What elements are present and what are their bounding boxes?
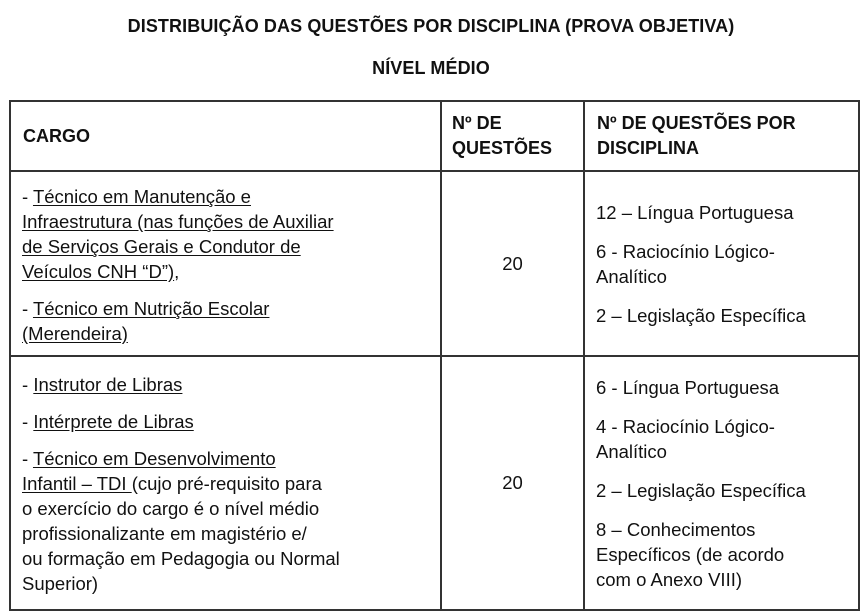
questoes-count: 20 bbox=[441, 171, 584, 356]
table-row bbox=[10, 171, 859, 356]
disciplinas-cell bbox=[584, 171, 859, 356]
header-num-questoes: Nº DE QUESTÕES bbox=[441, 101, 584, 171]
cargo-cell bbox=[10, 356, 441, 610]
questoes-count: 20 bbox=[441, 356, 584, 610]
disciplina-item: 6 - Raciocínio Lógico- Analítico bbox=[596, 240, 775, 287]
header-cargo: CARGO bbox=[10, 101, 441, 171]
disciplina-item: 6 - Língua Portuguesa bbox=[596, 376, 780, 398]
table-header-row bbox=[10, 101, 859, 171]
cargo-item: - Instrutor de Libras bbox=[22, 374, 183, 395]
disciplina-item: 12 – Língua Portuguesa bbox=[596, 201, 794, 223]
header-questoes-por-disciplina: Nº DE QUESTÕES POR DISCIPLINA bbox=[584, 101, 859, 171]
disciplina-item: 8 – Conhecimentos Específicos (de acordo com o Anexo VIII) bbox=[596, 518, 785, 590]
disciplina-item: 4 - Raciocínio Lógico- Analítico bbox=[596, 415, 775, 462]
disciplina-item: 2 – Legislação Específica bbox=[596, 304, 806, 326]
distribution-table bbox=[9, 100, 860, 611]
document-title: DISTRIBUIÇÃO DAS QUESTÕES POR DISCIPLINA (PROVA OBJETIVA) bbox=[127, 16, 735, 36]
cargo-item: - Técnico em Desenvolvimento Infantil – TDI (cujo pré-requisito para o exercício do cargo é o nível médio profissionalizante em magistério e/ ou formação em Pedagogia ou Normal Superior) bbox=[22, 448, 340, 594]
disciplinas-cell bbox=[584, 356, 859, 610]
table-row bbox=[10, 356, 859, 610]
disciplina-item: 2 – Legislação Específica bbox=[596, 479, 806, 501]
cargo-cell bbox=[10, 171, 441, 356]
cargo-item: - Intérprete de Libras bbox=[22, 411, 194, 432]
cargo-item: - Técnico em Manutenção e Infraestrutura (nas funções de Auxiliar de Serviços Gerais e Condutor de Veículos CNH “D”), bbox=[22, 185, 334, 282]
cargo-item: - Técnico em Nutrição Escolar (Merendeira) bbox=[22, 297, 270, 344]
document-subtitle: NÍVEL MÉDIO bbox=[372, 58, 490, 78]
